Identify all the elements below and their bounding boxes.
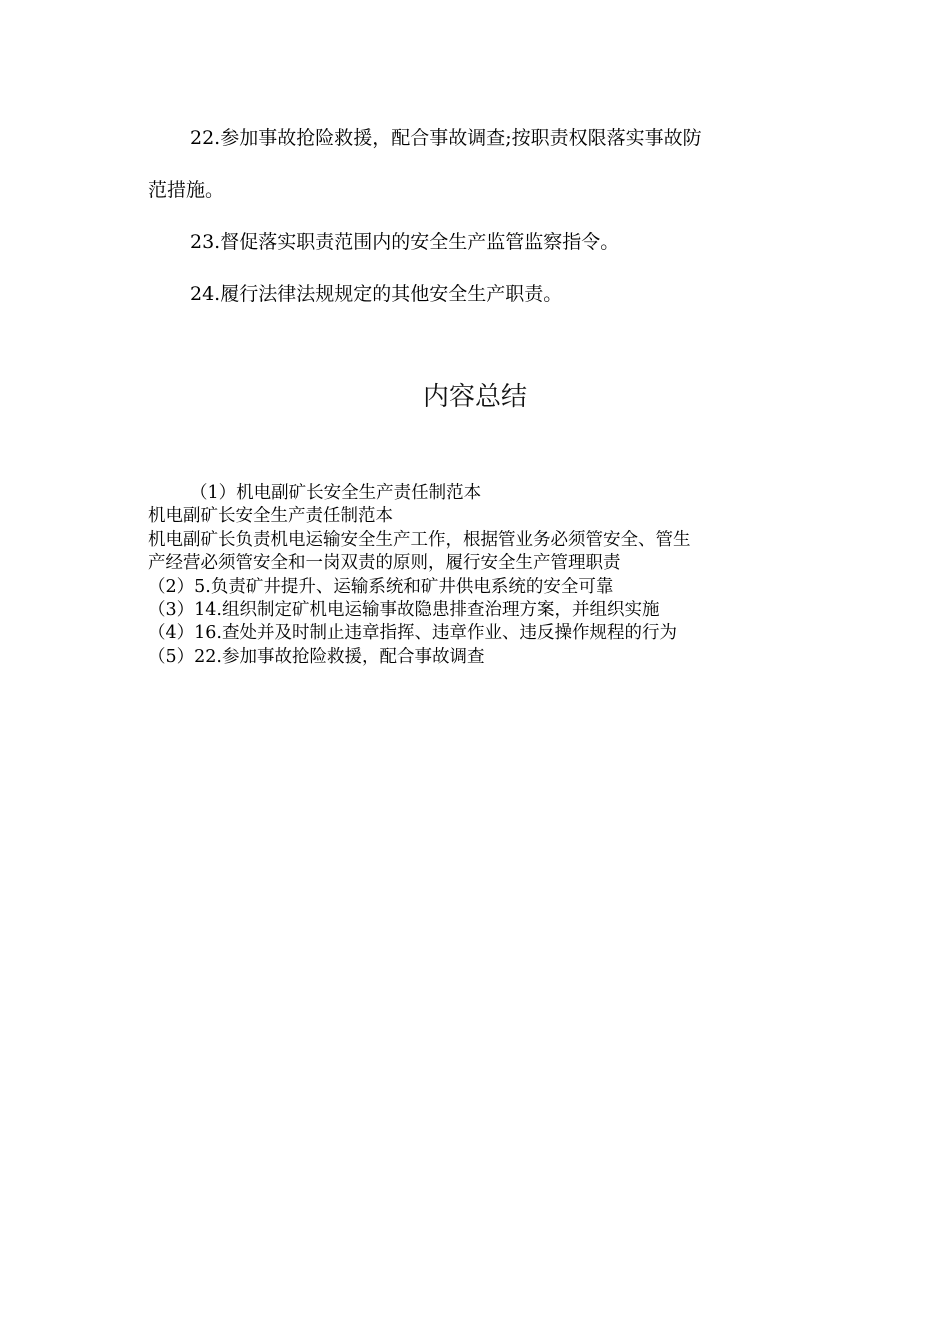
summary-block: [148, 482, 808, 669]
summary-line: （2）5.负责矿井提升、运输系统和矿井供电系统的安全可靠: [148, 576, 614, 597]
paragraph-22-line-2: 范措施。: [148, 179, 225, 201]
summary-line: 机电副矿长负责机电运输安全生产工作，根据管业务必须管安全、管生: [148, 529, 691, 550]
paragraph-22-line-1: 22.参加事故抢险救援，配合事故调查;按职责权限落实事故防: [190, 127, 702, 149]
summary-line: 机电副矿长安全生产责任制范本: [148, 506, 393, 527]
summary-line: （5）22.参加事故抢险救援，配合事故调查: [148, 646, 485, 667]
summary-title: 内容总结: [422, 382, 527, 412]
summary-line: （3）14.组织制定矿机电运输事故隐患排查治理方案，并组织实施: [148, 600, 660, 621]
paragraph-24: 24.履行法律法规规定的其他安全生产职责。: [190, 283, 563, 305]
summary-line: 产经营必须管安全和一岗双责的原则，履行安全生产管理职责: [148, 553, 621, 574]
summary-line: （4）16.查处并及时制止违章指挥、违章作业、违反操作规程的行为: [148, 623, 677, 644]
paragraph-23: 23.督促落实职责范围内的安全生产监管监察指令。: [190, 231, 620, 253]
summary-line: （1）机电副矿长安全生产责任制范本: [190, 483, 482, 503]
